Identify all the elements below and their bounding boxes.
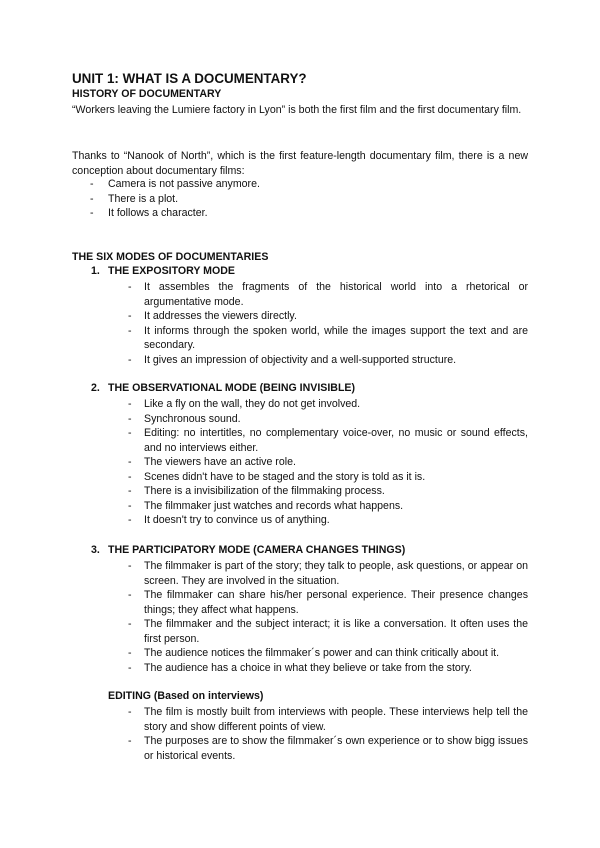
mode-title: THE OBSERVATIONAL MODE (BEING INVISIBLE) bbox=[108, 382, 356, 394]
dash-marker: - bbox=[90, 192, 94, 205]
list-item: - Like a fly on the wall, they do not get involved. bbox=[128, 398, 361, 410]
participatory-mode-list bbox=[128, 559, 528, 675]
list-item: - The audience notices the filmmaker´s power and can think critically about it. bbox=[128, 647, 500, 659]
mode-number: 2. bbox=[91, 382, 100, 394]
list-item: - It follows a character. bbox=[90, 207, 208, 219]
list-item: - Editing: no intertitles, no complementary voice-over, no music or sound effects, and no interviews either. bbox=[128, 427, 528, 454]
editing-list bbox=[128, 705, 528, 763]
mode-number: 3. bbox=[91, 544, 100, 556]
history-heading: HISTORY OF DOCUMENTARY bbox=[72, 88, 222, 100]
six-modes-heading: THE SIX MODES OF DOCUMENTARIES bbox=[72, 251, 269, 263]
list-item: - The filmmaker is part of the story; they talk to people, ask questions, or appear on screen. They are involved in the situation. bbox=[128, 560, 528, 587]
list-item: - The viewers have an active role. bbox=[128, 456, 296, 468]
list-item: - Camera is not passive anymore. bbox=[90, 178, 260, 190]
mode-heading-observational bbox=[91, 382, 356, 394]
list-item: - There is a plot. bbox=[90, 192, 179, 205]
dash-marker: - bbox=[90, 207, 94, 219]
editing-heading: EDITING (Based on interviews) bbox=[108, 690, 264, 702]
list-item: - The audience has a choice in what they believe or take from the story. bbox=[128, 661, 472, 674]
list-item: - It informs through the spoken world, while the images support the text and are secondary. bbox=[128, 324, 528, 351]
list-item: - It gives an impression of objectivity and a well-supported structure. bbox=[128, 353, 457, 366]
page-title: UNIT 1: WHAT IS A DOCUMENTARY? bbox=[72, 71, 307, 86]
list-item: - The filmmaker just watches and records what happens. bbox=[128, 499, 404, 512]
list-item: - The filmmaker can share his/her personal experience. Their presence changes things; they affect what happens. bbox=[128, 589, 528, 616]
mode-heading-expository bbox=[91, 265, 235, 277]
list-item: - Synchronous sound. bbox=[128, 412, 241, 425]
list-item: - It doesn't try to convince us of anything. bbox=[128, 514, 330, 526]
list-item: - The filmmaker and the subject interact; it is like a conversation. It often uses the first person. bbox=[128, 618, 528, 645]
dash-marker: - bbox=[90, 178, 94, 190]
history-paragraph-2: Thanks to “Nanook of North”, which is the first feature-length documentary film, there is a new conception about documentary films: bbox=[72, 150, 528, 177]
list-item: - Scenes didn't have to be staged and the story is told as it is. bbox=[128, 470, 426, 483]
history-paragraph-1: “Workers leaving the Lumiere factory in Lyon” is both the first film and the first documentary film. bbox=[72, 104, 522, 116]
mode-title: THE EXPOSITORY MODE bbox=[108, 265, 235, 277]
history-feature-list bbox=[90, 177, 528, 221]
mode-number: 1. bbox=[91, 265, 100, 277]
list-item: - The film is mostly built from interviews with people. These interviews help tell the story and show different points of view. bbox=[128, 706, 528, 733]
list-item: - The purposes are to show the filmmaker´s own experience or to show bigg issues or historical events. bbox=[128, 735, 528, 762]
observational-mode-list bbox=[128, 397, 528, 528]
mode-title: THE PARTICIPATORY MODE (CAMERA CHANGES THINGS) bbox=[108, 544, 406, 556]
list-item: - It assembles the fragments of the historical world into a rhetorical or argumentative mode. bbox=[128, 281, 528, 308]
expository-mode-list bbox=[128, 280, 528, 367]
mode-heading-participatory bbox=[91, 544, 406, 556]
list-item: - It addresses the viewers directly. bbox=[128, 310, 297, 322]
list-item: - There is a invisibilization of the filmmaking process. bbox=[128, 485, 385, 497]
